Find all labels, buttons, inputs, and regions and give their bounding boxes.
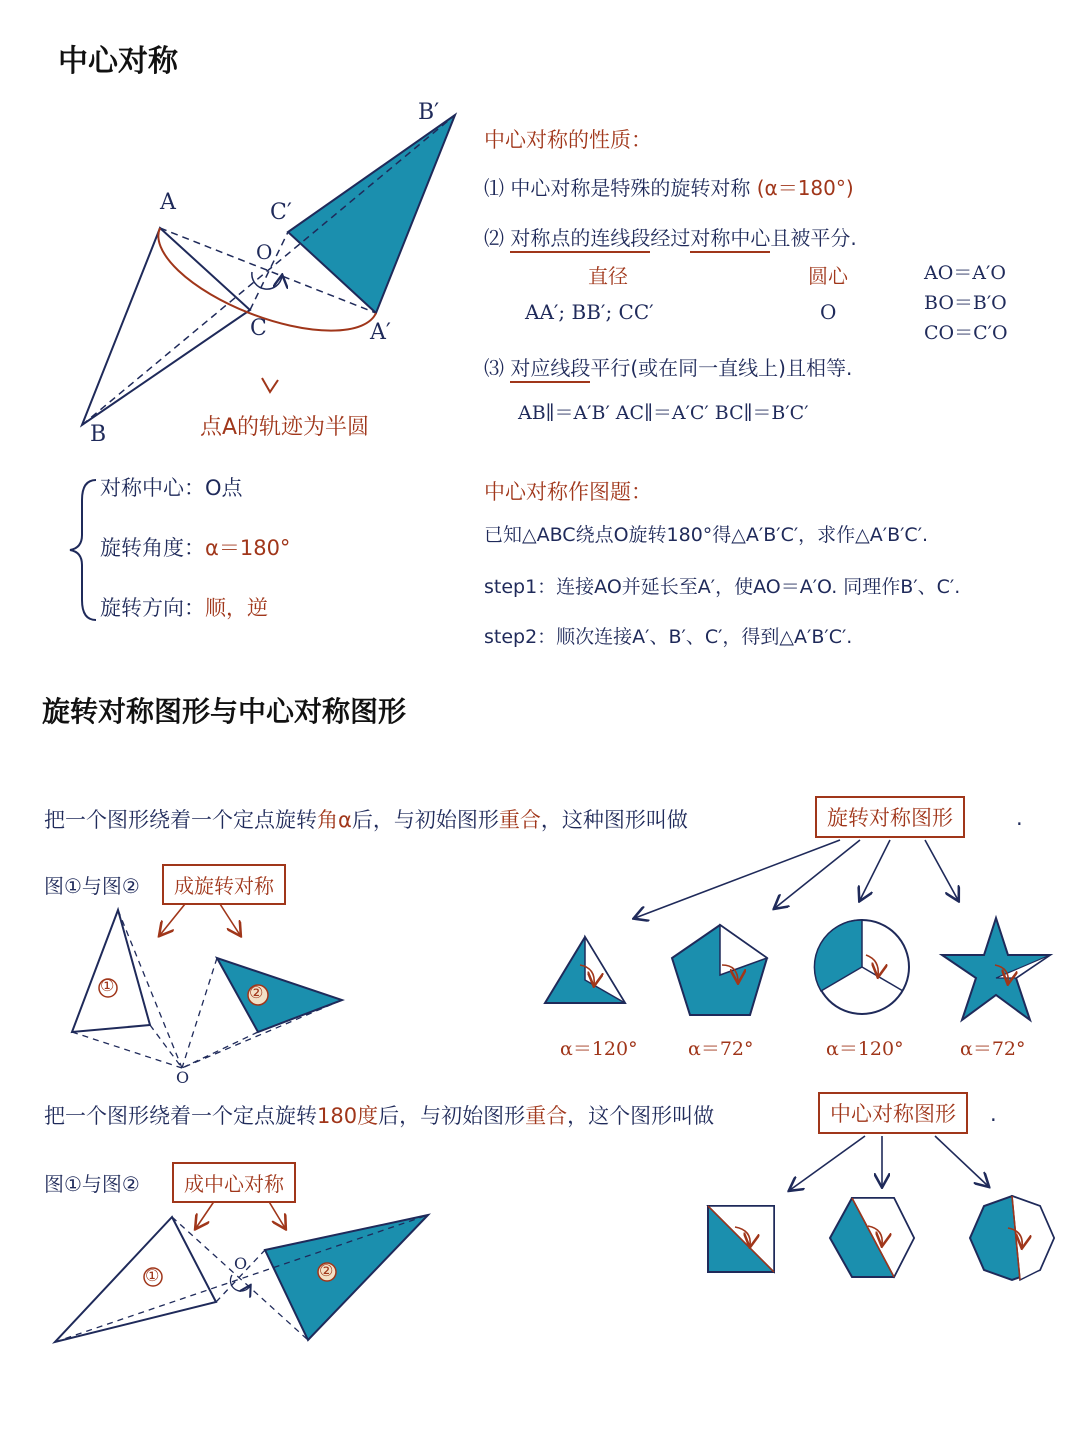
property-1-note: (α＝180°): [756, 176, 854, 200]
summary-angle: [100, 532, 290, 562]
rot-def-angle: 角α: [317, 808, 352, 832]
property-2-pass: 经过: [650, 226, 691, 250]
section2-title: 旋转对称图形与中心对称图形: [42, 695, 407, 728]
cen-def-180: 180度: [317, 1104, 379, 1128]
rot-fig-box: 成旋转对称: [162, 864, 286, 905]
rot-fig-num2: ②: [249, 983, 264, 1002]
label-B1: B′: [418, 100, 440, 125]
properties-title: 中心对称的性质：: [484, 128, 652, 152]
label-B: B: [90, 422, 107, 447]
center-label: 圆心: [808, 264, 848, 288]
summary-direction-label: 旋转方向：: [100, 596, 205, 620]
segment-list: AA′; BB′; CC′: [525, 300, 654, 324]
rot-shapes: [545, 918, 1050, 1020]
cen-fig-num2: ②: [319, 1261, 334, 1280]
rot-def-e: ，这种图形叫做: [540, 808, 688, 832]
label-A1: A′: [370, 320, 391, 345]
central-symmetry-diagram: [82, 115, 455, 425]
cen-fig-box: 成中心对称: [172, 1162, 296, 1203]
eq-bo: BO＝B′O: [924, 292, 1007, 314]
cen-fig-o: O: [234, 1254, 248, 1273]
construction-given: 已知△ABC绕点O旋转180°得△A′B′C′，求作△A′B′C′.: [484, 524, 929, 546]
section1-title: 中心对称: [58, 44, 178, 79]
property-2-tail: 且被平分.: [770, 226, 857, 250]
center-o: O: [820, 300, 837, 324]
property-3-tail: 平行(或在同一直线上)且相等.: [590, 356, 853, 380]
rot-def-coincide: 重合: [498, 808, 541, 832]
angle-pentagon: α＝72°: [688, 1038, 754, 1060]
triangle-A1B1C1: [288, 115, 455, 313]
cen-def-c: 后，与初始图形: [378, 1104, 526, 1128]
diameter-label: 直径: [588, 264, 628, 288]
rot-fig-num1: ①: [100, 976, 115, 995]
central-symmetric-box: 中心对称图形: [818, 1092, 968, 1134]
angle-triangle: α＝120°: [560, 1038, 638, 1060]
cen-def-e: ，这个图形叫做: [567, 1104, 715, 1128]
construction-title: 中心对称作图题：: [484, 480, 652, 504]
cen-fig-num1: ①: [145, 1266, 160, 1285]
eq-ao: AO＝A′O: [924, 262, 1006, 284]
cen-fig-label: 图①与图②: [44, 1172, 140, 1196]
rot-def-dot: .: [1016, 806, 1023, 830]
summary-direction: [100, 592, 268, 622]
central-definition: [44, 1100, 714, 1130]
brace: [70, 480, 96, 620]
cen-def-dot: .: [990, 1102, 997, 1126]
label-O: O: [256, 240, 273, 264]
property-3-segments: 对应线段: [510, 356, 590, 383]
rot-fig-label: 图①与图②: [44, 874, 140, 898]
trajectory-caption: 点A的轨迹为半圆: [200, 415, 370, 440]
property-2-segments: 对称点的连线段: [510, 226, 650, 253]
property-1-text: ⑴ 中心对称是特殊的旋转对称: [484, 176, 751, 200]
property-2: [484, 222, 857, 251]
central-pair: [55, 1215, 428, 1342]
rotation-definition: [44, 804, 688, 834]
construction-step1: step1：连接AO并延长至A′，使AO＝A′O. 同理作B′、C′.: [484, 576, 961, 598]
summary-angle-value: α＝180°: [205, 536, 291, 560]
property-1: [484, 172, 854, 201]
angle-circle: α＝120°: [826, 1038, 904, 1060]
label-C: C: [250, 316, 267, 341]
cen-def-coincide: 重合: [525, 1104, 568, 1128]
summary-direction-value: 顺，逆: [205, 596, 268, 620]
property-3-equations: AB∥＝A′B′ AC∥＝A′C′ BC∥＝B′C′: [518, 402, 809, 424]
rot-def-c: 后，与初始图形: [351, 808, 499, 832]
rot-def-a: 把一个图形绕着一个定点旋转: [44, 808, 317, 832]
property-3: [484, 352, 852, 381]
label-C1: C′: [270, 200, 292, 225]
property-2-center: 对称中心: [690, 226, 770, 253]
property-2-num: ⑵: [484, 226, 504, 250]
property-3-num: ⑶: [484, 356, 504, 380]
rot-fig-o: O: [176, 1068, 190, 1087]
rotation-symmetric-box: 旋转对称图形: [815, 796, 965, 838]
angle-star: α＝72°: [960, 1038, 1026, 1060]
label-A: A: [160, 190, 176, 215]
construction-step2: step2：顺次连接A′、B′、C′，得到△A′B′C′.: [484, 626, 853, 648]
cen-shapes: [708, 1196, 1054, 1280]
summary-angle-label: 旋转角度：: [100, 536, 205, 560]
cen-def-a: 把一个图形绕着一个定点旋转: [44, 1104, 317, 1128]
summary-center: 对称中心：O点: [100, 476, 243, 500]
eq-co: CO＝C′O: [924, 322, 1008, 344]
